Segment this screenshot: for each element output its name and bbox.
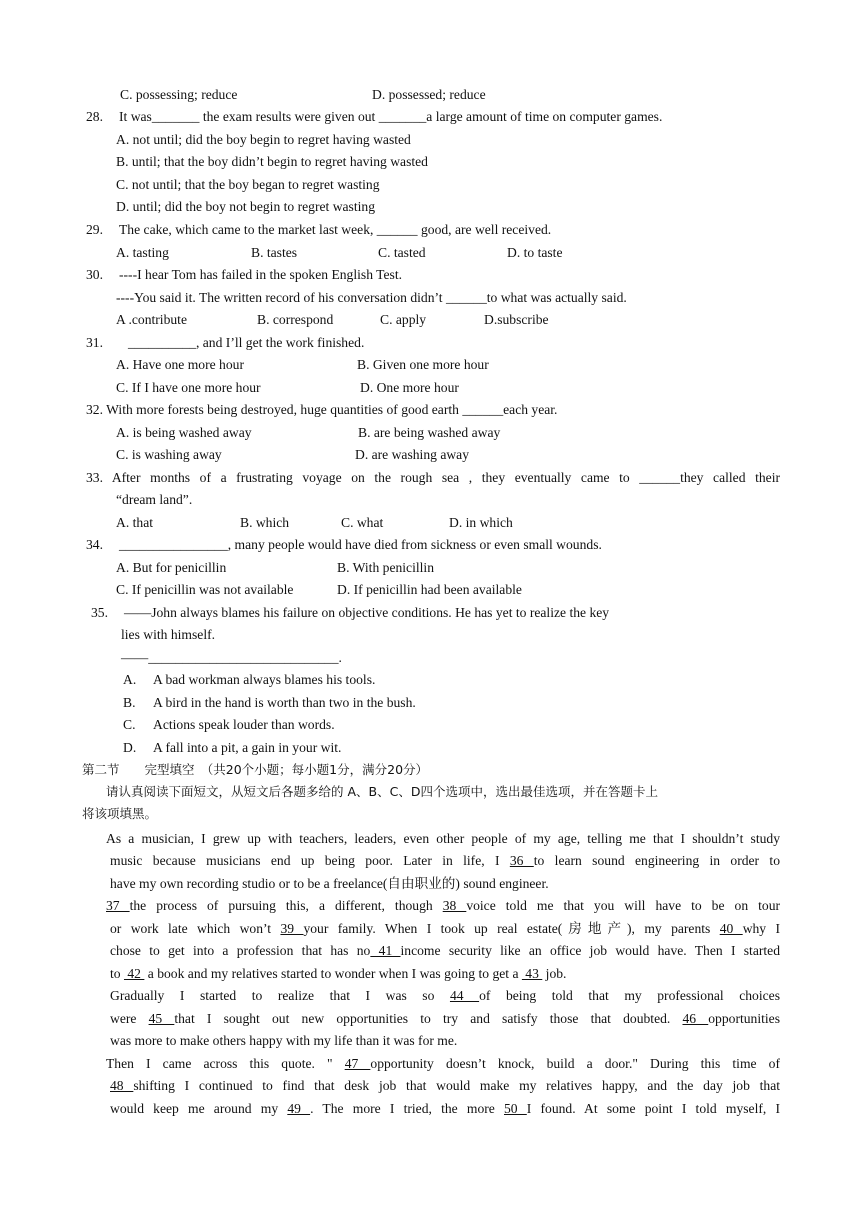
blank-44: 44 bbox=[449, 988, 480, 1003]
q32-option-d: D. are washing away bbox=[355, 447, 469, 462]
q33-stem: 33. After months of a frustrating voyage on the rough sea , they eventually came to ______they called their bbox=[86, 470, 780, 485]
q35-option-c-text: Actions speak louder than words. bbox=[153, 717, 335, 732]
section-instruction: 请认真阅读下面短文，从短文后各题多给的 A、B、C、D四个选项中，选出最佳选项，并在答题卡上 bbox=[106, 784, 658, 799]
blank-39: 39 bbox=[280, 921, 304, 936]
q33-option-d: D. in which bbox=[449, 515, 513, 530]
q28-option-d: D. until; did the boy not begin to regret wasting bbox=[116, 199, 375, 214]
passage-line: or work late which won’t 39 your family. When I took up real estate(房地产), my parents 40 why I bbox=[110, 921, 780, 936]
q35-stem-continued: lies with himself. bbox=[121, 627, 216, 642]
blank-40: 40 bbox=[719, 921, 743, 936]
passage-line: 48 shifting I continued to find that desk job that would make my relatives happy, and the day job that bbox=[110, 1078, 780, 1093]
section-instruction-continued: 将该项填黑。 bbox=[82, 806, 158, 821]
q34-option-d: D. If penicillin had been available bbox=[337, 582, 522, 597]
passage-line: music because musicians end up being poor. Later in life, I 36 to learn sound engineering in order to bbox=[110, 853, 780, 868]
q29-stem: The cake, which came to the market last week, ______ good, are well received. bbox=[119, 222, 552, 237]
q31-number: 31. bbox=[86, 335, 103, 350]
passage-line: would keep me around my 49 . The more I tried, the more 50 I found. At some point I told myself, I bbox=[110, 1101, 780, 1116]
q28-option-b: B. until; that the boy didn’t begin to regret having wasted bbox=[116, 154, 428, 169]
passage-line: chose to get into a profession that has no 41 income security like an office job would have. Then I started bbox=[110, 943, 780, 958]
q30-option-d: D.subscribe bbox=[484, 312, 549, 327]
q31-option-b: B. Given one more hour bbox=[357, 357, 489, 372]
q32-stem: 32. With more forests being destroyed, huge quantities of good earth ______each year. bbox=[86, 402, 558, 417]
q29-number: 29. bbox=[86, 222, 103, 237]
q33-option-b: B. which bbox=[240, 515, 290, 530]
q32-option-b: B. are being washed away bbox=[358, 425, 501, 440]
q33-option-c: C. what bbox=[341, 515, 384, 530]
blank-46: 46 bbox=[682, 1011, 709, 1026]
q30-dialogue-line: ----You said it. The written record of his conversation didn’t ______to what was actually said. bbox=[116, 290, 627, 305]
q34-option-a: A. But for penicillin bbox=[116, 560, 227, 575]
section-heading: 第二节 完型填空 （共20个小题；每小题1分，满分20分） bbox=[82, 762, 429, 777]
blank-41: 41 bbox=[370, 943, 401, 958]
passage-line: have my own recording studio or to be a freelance(自由职业的) sound engineer. bbox=[110, 876, 549, 891]
q35-option-d-text: A fall into a pit, a gain in your wit. bbox=[153, 740, 342, 755]
q31-option-a: A. Have one more hour bbox=[116, 357, 244, 372]
q34-number: 34. bbox=[86, 537, 103, 552]
q29-option-b: B. tastes bbox=[251, 245, 298, 260]
q34-option-b: B. With penicillin bbox=[337, 560, 434, 575]
q31-stem: __________, and I’ll get the work finished. bbox=[128, 335, 365, 350]
passage-line: were 45 that I sought out new opportunities to try and satisfy those that doubted. 46 opportunities bbox=[110, 1011, 780, 1026]
q27-option-d: D. possessed; reduce bbox=[372, 87, 486, 102]
q31-option-d: D. One more hour bbox=[360, 380, 459, 395]
q30-stem: ----I hear Tom has failed in the spoken English Test. bbox=[119, 267, 402, 282]
q33-option-a: A. that bbox=[116, 515, 153, 530]
q28-option-c: C. not until; that the boy began to regret wasting bbox=[116, 177, 380, 192]
passage-line: As a musician, I grew up with teachers, leaders, even other people of my age, telling me that I shouldn’t study bbox=[106, 831, 780, 846]
q35-option-b-text: A bird in the hand is worth than two in the bush. bbox=[153, 695, 416, 710]
q29-option-c: C. tasted bbox=[378, 245, 426, 260]
q35-number: 35. bbox=[91, 605, 108, 620]
q29-option-a: A. tasting bbox=[116, 245, 169, 260]
q35-option-a-letter: A. bbox=[123, 672, 137, 687]
q30-option-c: C. apply bbox=[380, 312, 427, 327]
q31-option-c: C. If I have one more hour bbox=[116, 380, 261, 395]
q32-option-c: C. is washing away bbox=[116, 447, 222, 462]
blank-42: 42 bbox=[123, 966, 145, 981]
blank-38: 38 bbox=[442, 898, 467, 913]
q34-stem: ________________, many people would have died from sickness or even small wounds. bbox=[119, 537, 602, 552]
blank-48: 48 bbox=[110, 1078, 134, 1093]
blank-45: 45 bbox=[148, 1011, 175, 1026]
q33-stem-continued: “dream land”. bbox=[116, 492, 193, 507]
passage-line: to 42 a book and my relatives started to wonder when I was going to get a 43 job. bbox=[110, 966, 567, 981]
q28-number: 28. bbox=[86, 109, 103, 124]
q35-option-c-letter: C. bbox=[123, 717, 136, 732]
q35-answer-blank: ——____________________________. bbox=[121, 650, 342, 665]
q27-option-c: C. possessing; reduce bbox=[120, 87, 238, 102]
blank-43: 43 bbox=[521, 966, 543, 981]
q32-option-a: A. is being washed away bbox=[116, 425, 252, 440]
blank-36: 36 bbox=[509, 853, 534, 868]
q35-stem: ——John always blames his failure on objective conditions. He has yet to realize the key bbox=[124, 605, 610, 620]
blank-47: 47 bbox=[344, 1056, 371, 1071]
q35-option-d-letter: D. bbox=[123, 740, 137, 755]
passage-line: 37 the process of pursuing this, a different, though 38 voice told me that you will have to be on tour bbox=[106, 898, 780, 913]
passage-line: Gradually I started to realize that I was so 44 of being told that my professional choices bbox=[110, 988, 780, 1003]
passage-line: was more to make others happy with my life than it was for me. bbox=[110, 1033, 458, 1048]
q30-option-b: B. correspond bbox=[257, 312, 334, 327]
q28-stem: It was_______ the exam results were given out _______a large amount of time on computer games. bbox=[119, 109, 663, 124]
q29-option-d: D. to taste bbox=[507, 245, 563, 260]
blank-50: 50 bbox=[504, 1101, 527, 1116]
q28-option-a: A. not until; did the boy begin to regret having wasted bbox=[116, 132, 411, 147]
passage-line: Then I came across this quote. " 47 opportunity doesn’t knock, build a door." During this time of bbox=[106, 1056, 780, 1071]
q30-option-a: A .contribute bbox=[116, 312, 187, 327]
q35-option-b-letter: B. bbox=[123, 695, 136, 710]
blank-37: 37 bbox=[106, 898, 130, 913]
blank-49: 49 bbox=[287, 1101, 311, 1116]
q30-number: 30. bbox=[86, 267, 103, 282]
q35-option-a-text: A bad workman always blames his tools. bbox=[153, 672, 376, 687]
q34-option-c: C. If penicillin was not available bbox=[116, 582, 294, 597]
